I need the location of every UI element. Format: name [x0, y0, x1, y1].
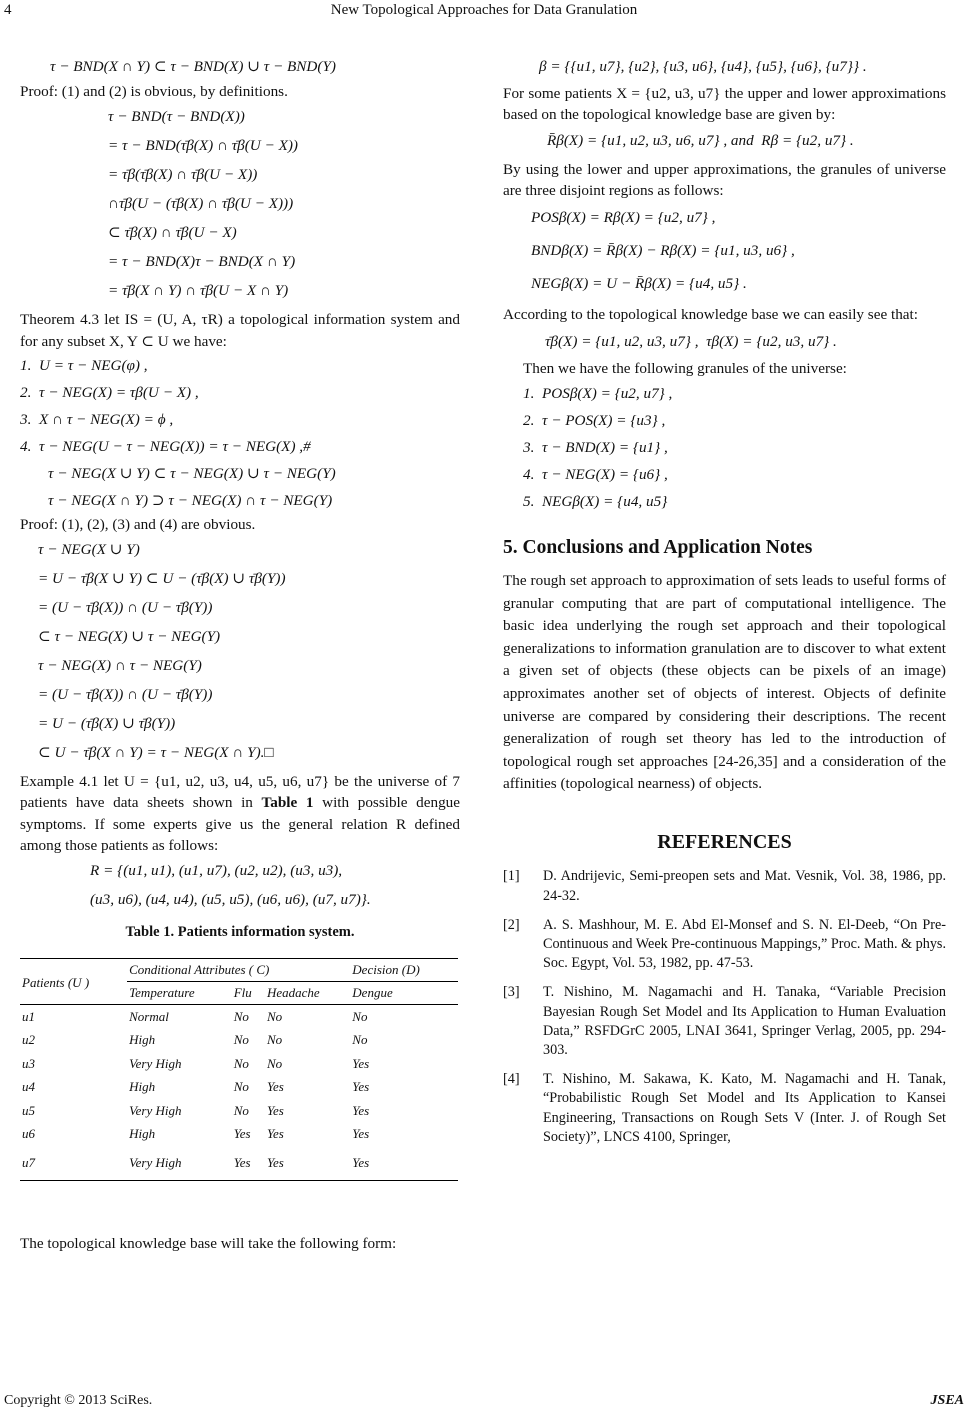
granule-item: 1. POSβ(X) = {u2, u7} ,: [523, 384, 673, 402]
equation-line: NEGβ(X) = U − R̄β(X) = {u4, u5} .: [531, 275, 747, 293]
theorem-item-extra: τ − NEG(X ∪ Y) ⊂ τ − NEG(X) ∪ τ − NEG(Y): [48, 464, 336, 482]
beta-equation: β = {{u1, u7}, {u2}, {u3, u6}, {u4}, {u5}, {u6}, {u7}} .: [539, 58, 867, 75]
table-cell: Yes: [352, 1055, 370, 1071]
table-cell: No: [266, 1055, 283, 1071]
table-cell: Yes: [352, 1155, 370, 1171]
example-4-1: [20, 771, 460, 856]
table-cell: No: [233, 1079, 249, 1095]
table-header-patients: Patients (U ): [22, 974, 90, 990]
equation-line: (u3, u6), (u4, u4), (u5, u5), (u6, u6), (u7, u7)}.: [90, 891, 371, 909]
table-column-header: Headache: [266, 985, 320, 1001]
page-number: 4: [4, 2, 12, 18]
equation-line: = τ̄β(X ∩ Y) ∩ τ̄β(U − X ∩ Y): [108, 282, 289, 300]
table-cell: Very High: [129, 1155, 182, 1171]
theorem-item: 4. τ − NEG(U − τ − NEG(X)) = τ − NEG(X) ,#: [20, 437, 311, 455]
regions-equations: [503, 201, 946, 300]
table-cell: Yes: [233, 1126, 251, 1142]
theorem-items: [20, 352, 460, 514]
table-row: [20, 1004, 458, 1028]
reference-number: [2]: [503, 916, 520, 933]
table-cell: u6: [22, 1126, 35, 1142]
equation-line: τ − BND(τ − BND(X)): [108, 108, 245, 126]
table-cell: Very High: [129, 1102, 182, 1118]
table-cell: u4: [22, 1079, 35, 1095]
equation-line: ∩τ̄β(U − (τ̄β(X) ∩ τ̄β(U − X))): [108, 195, 294, 213]
table-header-decision: Decision (D): [350, 958, 458, 981]
granules-list: [503, 380, 946, 515]
approximation-equation: R̄β(X) = {u1, u2, u3, u6, u7} , and Rβ = {u2, u7} .: [547, 131, 854, 149]
knowledge-text: According to the topological knowledge base we can easily see that:: [503, 306, 918, 324]
table-column-header: Dengue: [352, 985, 393, 1001]
table-cell: u7: [22, 1155, 35, 1171]
then-text: Then we have the following granules of the universe:: [523, 360, 847, 378]
table-row: [20, 1075, 458, 1099]
table-cell: High: [129, 1126, 156, 1142]
equation-line: = τ − BND(τ̄β(X) ∩ τ̄β(U − X)): [108, 137, 298, 155]
table-cell: Yes: [266, 1155, 284, 1171]
table-cell: No: [233, 1008, 249, 1024]
table-cell: Yes: [266, 1102, 284, 1118]
table-cell: Normal: [129, 1008, 169, 1024]
equation-line: ⊂ U − τ̄β(X ∩ Y) = τ − NEG(X ∩ Y).□: [38, 744, 274, 762]
table-cell: Very High: [129, 1055, 182, 1071]
equation-bnd-intersection: τ − BND(X ∩ Y) ⊂ τ − BND(X) ∪ τ − BND(Y): [50, 58, 336, 75]
equation-line: ⊂ τ̄β(X) ∩ τ̄β(U − X): [108, 224, 237, 242]
table-column-header: Temperature: [129, 985, 195, 1001]
table-header-conditional: Conditional Attributes ( C): [127, 958, 350, 981]
table-cell: High: [129, 1032, 156, 1048]
table-cell: Yes: [352, 1126, 370, 1142]
reference-number: [3]: [503, 984, 520, 1001]
reference-number: [4]: [503, 1071, 520, 1088]
equation-line: BNDβ(X) = R̄β(X) − Rβ(X) = {u1, u3, u6} ,: [531, 242, 795, 260]
proof-1-text: Proof: (1) and (2) is obvious, by definitions.: [20, 83, 288, 100]
theorem-item: 3. X ∩ τ − NEG(X) = ϕ ,: [20, 410, 174, 428]
table-cell: Yes: [352, 1079, 370, 1095]
proof-2-text: Proof: (1), (2), (3) and (4) are obvious.: [20, 515, 256, 533]
reference-item: [503, 867, 946, 905]
footer-journal: JSEA: [930, 1393, 964, 1408]
table-cell: u3: [22, 1055, 35, 1071]
proof-2-equations: [20, 535, 460, 767]
patients-table: [20, 958, 458, 1181]
table-reference: Table 1: [261, 794, 314, 812]
granule-item: 4. τ − NEG(X) = {u6} ,: [523, 465, 668, 483]
equation-line: τ − NEG(X ∪ Y): [38, 541, 140, 559]
conclusion-text: The rough set approach to approximation of sets leads to useful forms of granular computing that are part of computational intelligence. The basic idea underlying the rough set approach and their topological generalizations to information granulation are to discover to what extent a given set of objects (these objects can be pixels of an image) approximates another set of objects of interest. Objects of definite universe are compared by considering their descriptions. The recent generalization of rough set theory has led to the introduction of topological rough set approaches [24-26,35] and a consideration of the affinities (topological nearness) of objects.: [503, 572, 946, 793]
knowledge-equation: τ̄β(X) = {u1, u2, u3, u7} , τβ(X) = {u2, u3, u7} .: [545, 333, 837, 351]
relation-equations: [20, 856, 460, 914]
table-cell: No: [233, 1055, 249, 1071]
table-body: [20, 1004, 458, 1180]
table-cell: No: [266, 1032, 283, 1048]
reference-text: A. S. Mashhour, M. E. Abd El-Monsef and S. N. El-Deeb, “On Pre-Continuous and Week Pre-continuous Mappings,” Proc. Math. & phys. Soc. Egypt, Vol. 53, 1982, pp. 47-53.: [543, 916, 946, 972]
granule-item: 5. NEGβ(X) = {u4, u5}: [523, 492, 668, 510]
theorem-4-3: Theorem 4.3 let IS = (U, A, τR) a topological information system and for any subset X, Y ⊂ U we have:: [20, 311, 460, 350]
granule-item: 3. τ − BND(X) = {u1} ,: [523, 438, 668, 456]
references-heading: REFERENCES: [657, 831, 792, 854]
closing-text: The topological knowledge base will take the following form:: [20, 1234, 397, 1252]
table-row: [20, 1122, 458, 1146]
table-cell: Yes: [233, 1155, 251, 1171]
table-cell: Yes: [266, 1126, 284, 1142]
equation-line: = U − (τ̄β(X) ∪ τ̄β(Y)): [38, 715, 176, 733]
footer-copyright: Copyright © 2013 SciRes.: [4, 1393, 153, 1408]
table-caption: Table 1. Patients information system.: [125, 924, 355, 941]
granule-item: 2. τ − POS(X) = {u3} ,: [523, 411, 666, 429]
equation-line: = τ − BND(X)τ − BND(X ∩ Y): [108, 253, 296, 271]
example-text-rest: with possible dengue symptoms. If some experts give us the general relation R defined among those patients as follows:: [20, 794, 460, 855]
table-cell: No: [266, 1008, 283, 1024]
table-cell: High: [129, 1079, 156, 1095]
proof-1-equations: [20, 102, 460, 305]
reference-text: D. Andrijevic, Semi-preopen sets and Mat. Vesnik, Vol. 38, 1986, pp. 24-32.: [543, 868, 946, 904]
equation-line: τ − NEG(X) ∩ τ − NEG(Y): [38, 657, 202, 675]
table-row: [20, 1099, 458, 1123]
table-cell: u5: [22, 1102, 35, 1118]
equation-line: = τ̄β(τ̄β(X) ∩ τ̄β(U − X)): [108, 166, 258, 184]
left-column: [20, 52, 460, 1254]
reference-number: [1]: [503, 868, 520, 885]
example-text: Example 4.1 let U = {u1, u2, u3, u4, u5, u6, u7} be the universe of 7 patients have data sheets shown in: [20, 773, 460, 812]
table-cell: Yes: [352, 1102, 370, 1118]
table-cell: No: [233, 1032, 249, 1048]
references-list: [503, 867, 946, 1147]
theorem-item: 1. U = τ − NEG(φ) ,: [20, 356, 148, 374]
theorem-item: 2. τ − NEG(X) = τβ(U − X) ,: [20, 383, 199, 401]
equation-line: = U − τ̄β(X ∪ Y) ⊂ U − (τ̄β(X) ∪ τ̄β(Y)): [38, 570, 286, 588]
patients-text: For some patients X = {u2, u3, u7} the upper and lower approximations based on the topological knowledge base are given by:: [503, 85, 946, 124]
section-heading: 5. Conclusions and Application Notes: [503, 536, 813, 558]
right-column: [503, 52, 946, 1157]
equation-line: R = {(u1, u1), (u1, u7), (u2, u2), (u3, u3),: [90, 862, 343, 880]
equation-line: ⊂ τ − NEG(X) ∪ τ − NEG(Y): [38, 628, 221, 646]
equation-line: POSβ(X) = Rβ(X) = {u2, u7} ,: [531, 209, 716, 227]
table-row: [20, 1146, 458, 1181]
table-cell: u2: [22, 1032, 35, 1048]
equation-line: = (U − τ̄β(X)) ∩ (U − τ̄β(Y)): [38, 599, 213, 617]
reference-item: [503, 916, 946, 974]
reference-item: [503, 983, 946, 1060]
table-cell: Yes: [266, 1079, 284, 1095]
table-column-header: Flu: [233, 985, 252, 1001]
equation-line: = (U − τ̄β(X)) ∩ (U − τ̄β(Y)): [38, 686, 213, 704]
table-cell: No: [233, 1102, 249, 1118]
table-cell: No: [352, 1008, 368, 1024]
reference-text: T. Nishino, M. Nagamachi and H. Tanaka, “Variable Precision Bayesian Rough Set Model and Its Application to Human Evaluation Data,” RSFDGrC 2005, LNAI 3641, Springer Verlag, 2005, pp. 294-303.: [543, 984, 946, 1058]
running-header-title: New Topological Approaches for Data Granulation: [330, 2, 638, 18]
reference-text: T. Nishino, M. Sakawa, K. Kato, M. Nagamachi and H. Tanak, “Probabilistic Rough Set Model and Its Application to Kansei Engineering, Transactions on Rough Sets V (Inter. J. of Rough Set Society)”, LNCS 4100, Springer,: [543, 1071, 946, 1145]
table-row: [20, 1028, 458, 1052]
table-row: [20, 1052, 458, 1076]
granules-intro-text: By using the lower and upper approximations, the granules of universe are three disjoint regions as follows:: [503, 160, 946, 199]
table-cell: No: [352, 1032, 368, 1048]
table-cell: u1: [22, 1008, 35, 1024]
reference-item: [503, 1070, 946, 1147]
theorem-item-extra: τ − NEG(X ∩ Y) ⊃ τ − NEG(X) ∩ τ − NEG(Y): [48, 491, 333, 509]
